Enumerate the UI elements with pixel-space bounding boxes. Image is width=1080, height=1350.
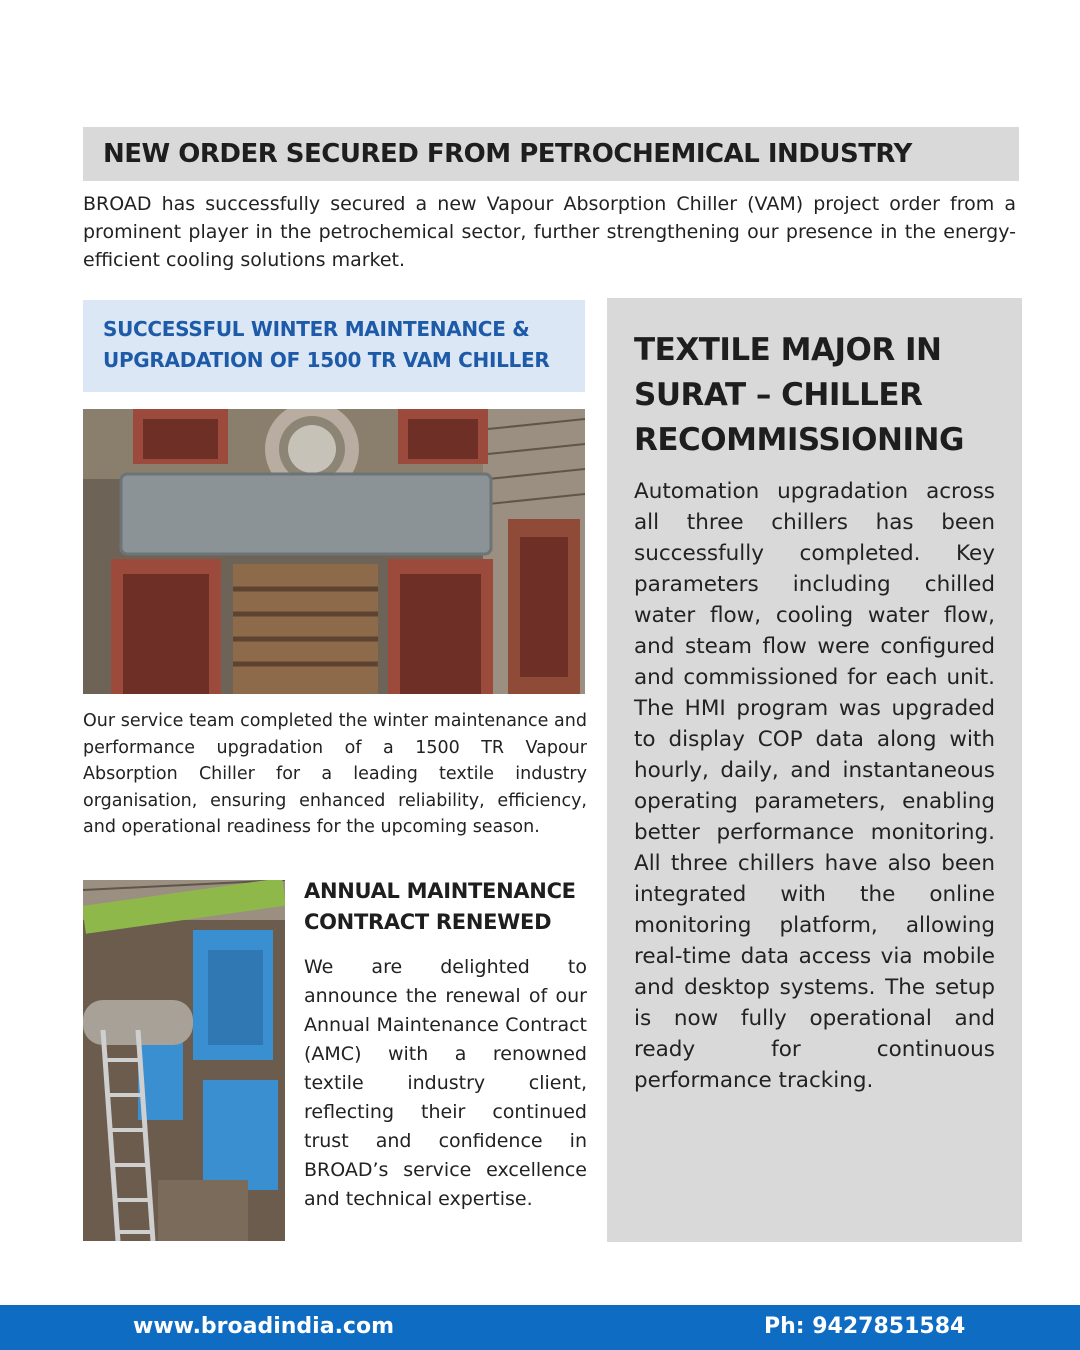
vam-chiller-photo: [83, 409, 585, 694]
textile-title-line1: TEXTILE MAJOR IN: [634, 332, 942, 368]
amc-site-photo: [83, 880, 285, 1241]
textile-title-line2: SURAT – CHILLER: [634, 377, 923, 413]
amc-title-line2: CONTRACT RENEWED: [304, 910, 552, 934]
heading-title: NEW ORDER SECURED FROM PETROCHEMICAL INDUSTRY: [103, 139, 912, 169]
winter-maintenance-body: Our service team completed the winter maintenance and performance upgradation of a 1500 TR Vapour Absorption Chiller for a leading textile industry organisation, ensuring enhanced reliability, efficiency, and operational readiness for the upcoming season.: [83, 711, 587, 837]
section-heading-bar: [83, 127, 1019, 181]
phone-number[interactable]: Ph: 9427851584: [764, 1314, 966, 1339]
amc-title: [304, 876, 594, 938]
intro-paragraph: BROAD has successfully secured a new Vapour Absorption Chiller (VAM) project order from a prominent player in the petrochemical sector, further strengthening our presence in the energy-efficient cooling solutions market.: [83, 193, 1016, 271]
textile-title-line3: RECOMMISSIONING: [634, 422, 964, 458]
website-link[interactable]: www.broadindia.com: [133, 1314, 395, 1339]
winter-maintenance-title-line2: UPGRADATION OF 1500 TR VAM CHILLER: [103, 348, 550, 372]
textile-body: Automation upgradation across all three chillers has been successfully completed. Key parameters including chilled water flow, cooling water flow, and steam flow were configured and commissioned for each unit. The HMI program was upgraded to display COP data along with hourly, daily, and instantaneous operating parameters, enabling better performance monitoring. All three chillers have also been integrated with the online monitoring platform, allowing real-time data access via mobile and desktop systems. The setup is now fully operational and ready for continuous performance tracking.: [634, 479, 995, 1093]
amc-title-line1: ANNUAL MAINTENANCE: [304, 879, 576, 903]
textile-title: [634, 328, 1004, 463]
winter-maintenance-title-box: [83, 300, 585, 392]
winter-maintenance-title-line1: SUCCESSFUL WINTER MAINTENANCE &: [103, 317, 530, 341]
amc-body: We are delighted to announce the renewal of our Annual Maintenance Contract (AMC) with a renowned textile industry client, reflecting their continued trust and confidence in BROAD’s service excellence and technical expertise.: [304, 956, 587, 1210]
